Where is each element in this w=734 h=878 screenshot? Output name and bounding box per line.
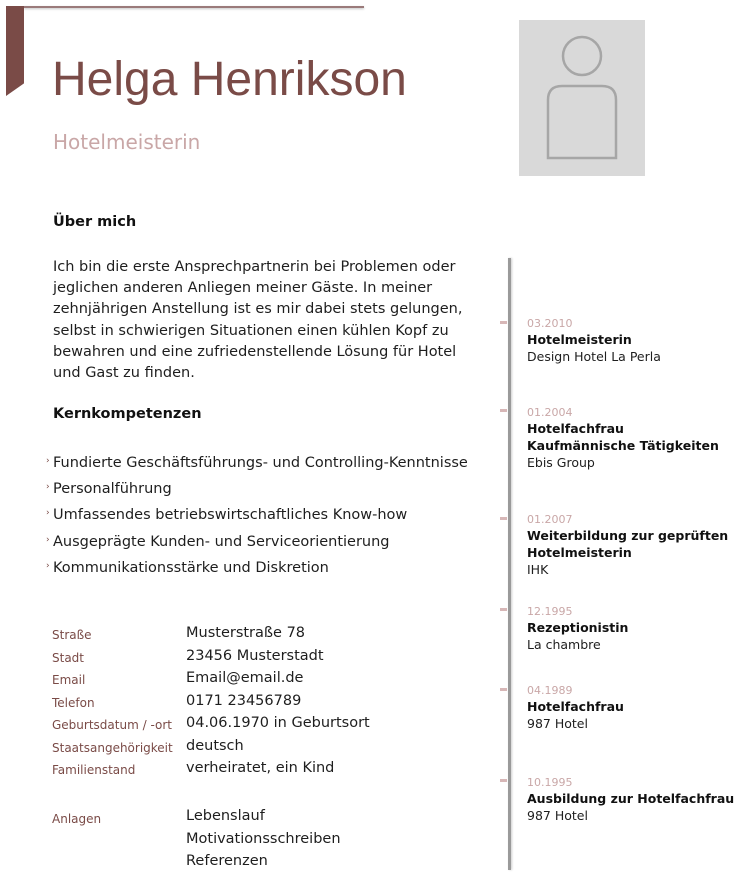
phone-label: Telefon	[52, 696, 95, 710]
timeline-marker	[500, 608, 507, 611]
bullet-icon: ›	[46, 560, 50, 571]
timeline-entry	[527, 317, 700, 365]
timeline-marker	[500, 779, 507, 782]
timeline-entry	[527, 776, 734, 824]
header-rule	[24, 6, 364, 8]
attachment-item: Lebenslauf	[186, 808, 265, 824]
city-value: 23456 Musterstadt	[186, 648, 324, 664]
timeline-date: 01.2007	[527, 513, 573, 526]
bullet-icon: ›	[46, 482, 50, 493]
timeline-line	[508, 258, 511, 870]
timeline-title: Hotelfachfrau	[527, 699, 624, 714]
profile-photo	[519, 20, 645, 176]
timeline-title: Ausbildung zur Hotelfachfrau	[527, 791, 734, 806]
applicant-name: Helga Henrikson	[52, 53, 407, 106]
nationality-label: Staatsangehörigkeit	[52, 741, 173, 755]
list-item: › Ausgeprägte Kunden- und Serviceorientierung	[46, 529, 468, 555]
timeline-employer: Design Hotel La Perla	[527, 349, 661, 364]
attachment-item: Motivationsschreiben	[186, 831, 341, 847]
timeline-marker	[500, 409, 507, 412]
list-item: › Personalführung	[46, 476, 468, 502]
list-item: › Umfassendes betriebswirtschaftliches Know-how	[46, 502, 468, 528]
competencies-heading: Kernkompetenzen	[53, 406, 202, 422]
timeline-title-line2: Kaufmännische Tätigkeiten	[527, 438, 719, 453]
email-label: Email	[52, 673, 86, 687]
timeline-marker	[500, 688, 507, 691]
timeline-employer: La chambre	[527, 637, 601, 652]
timeline-entry	[527, 605, 700, 653]
bullet-icon: ›	[46, 534, 50, 545]
birth-label: Geburtsdatum / -ort	[52, 718, 172, 732]
marital-status-label: Familienstand	[52, 763, 136, 777]
timeline-entry	[527, 406, 719, 471]
timeline-date: 10.1995	[527, 776, 573, 789]
timeline-marker	[500, 321, 507, 324]
timeline-employer: Ebis Group	[527, 455, 595, 470]
timeline-employer: 987 Hotel	[527, 808, 588, 823]
attachments-label: Anlagen	[52, 812, 102, 826]
timeline-employer: 987 Hotel	[527, 716, 588, 731]
timeline-employer: IHK	[527, 562, 549, 577]
timeline-date: 04.1989	[527, 684, 573, 697]
timeline-title: Rezeptionistin	[527, 620, 629, 635]
marital-status-value: verheiratet, ein Kind	[186, 760, 335, 776]
list-item: › Fundierte Geschäftsführungs- und Controlling-Kenntnisse	[46, 450, 468, 476]
header-ribbon	[6, 6, 24, 96]
timeline-title: Hotelmeisterin	[527, 332, 632, 347]
birth-value: 04.06.1970 in Geburtsort	[186, 715, 370, 731]
person-placeholder-icon	[519, 20, 645, 176]
timeline-title-line2: Hotelmeisterin	[527, 545, 632, 560]
timeline-date: 03.2010	[527, 317, 573, 330]
bullet-icon: ›	[46, 456, 50, 466]
street-value: Musterstraße 78	[186, 625, 306, 641]
city-label: Stadt	[52, 651, 84, 665]
bullet-icon: ›	[46, 508, 50, 519]
job-title: Hotelmeisterin	[53, 130, 201, 154]
timeline-title: Hotelfachfrau	[527, 421, 624, 436]
timeline-title: Weiterbildung zur geprüften	[527, 528, 729, 543]
timeline-entry	[527, 684, 700, 732]
phone-value: 0171 23456789	[186, 693, 302, 709]
timeline-marker	[500, 517, 507, 520]
timeline-entry	[527, 513, 729, 578]
timeline-date: 12.1995	[527, 605, 573, 618]
nationality-value: deutsch	[186, 738, 244, 754]
list-item: › Kommunikationsstärke und Diskretion	[46, 555, 468, 581]
email-value[interactable]: Email@email.de	[186, 670, 304, 686]
about-text: Ich bin die erste Ansprechpartnerin bei Problemen oder jeglichen anderen Anliegen meiner Gäste. In meiner zehnjährigen Anstellung ist es mir dabei stets gelungen, selbst in schwierigen Situationen einen kühlen Kopf zu bewahren und eine zufriedenstellende Lösung für Hotel und Gast zu finden.	[53, 259, 463, 382]
about-heading: Über mich	[53, 214, 137, 230]
street-label: Straße	[52, 628, 92, 642]
timeline-date: 01.2004	[527, 406, 573, 419]
competencies-list	[46, 450, 468, 581]
attachment-item: Referenzen	[186, 853, 268, 869]
